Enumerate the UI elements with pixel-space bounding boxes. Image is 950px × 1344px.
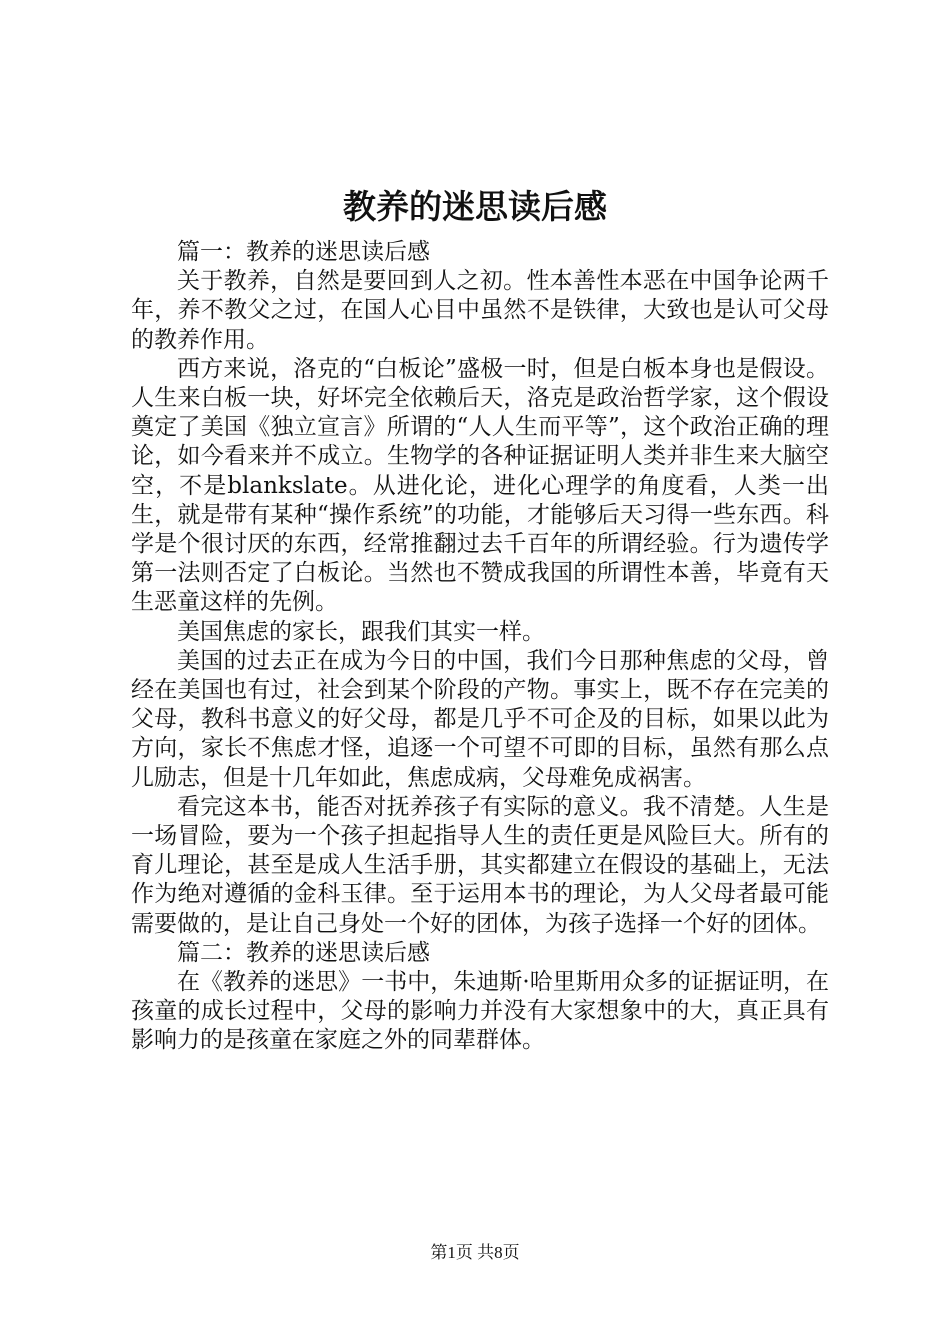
paragraph: 美国焦虑的家长，跟我们其实一样。 bbox=[177, 618, 545, 645]
paragraph: 在《教养的迷思》一书中，朱迪斯·哈里斯用众多的证据证明，在孩童的成长过程中，父母的影响力并没有大家想象中的大，真正具有影响力的是孩童在家庭之外的同辈群体。 bbox=[131, 969, 829, 1054]
document-body bbox=[131, 238, 829, 1056]
section-heading-2: 篇二：教养的迷思读后感 bbox=[177, 939, 430, 966]
section-heading-1: 篇一：教养的迷思读后感 bbox=[177, 239, 430, 265]
paragraph: 西方来说，洛克的“白板论”盛极一时，但是白板本身也是假设。人生来白板一块，好坏完全依赖后天，洛克是政治哲学家，这个假设奠定了美国《独立宣言》所谓的“人人生而平等”，这个政治正确的理论，如今看来并不成立。生物学的各种证据证明人类并非生来大脑空空，不是blankslate。从进化论，进化心理学的角度看，人类一出生，就是带有某种“操作系统”的功能，才能够后天习得一些东西。科学是个很讨厌的东西，经常推翻过去千百年的所谓经验。行为遗传学第一法则否定了白板论。当然也不赞成我国的所谓性本善，毕竟有天生恶童这样的先例。 bbox=[131, 355, 829, 616]
page-footer: 第1页 共8页 bbox=[430, 1243, 520, 1262]
page-title: 教养的迷思读后感 bbox=[343, 187, 607, 226]
paragraph: 看完这本书，能否对抚养孩子有实际的意义。我不清楚。人生是一场冒险，要为一个孩子担起指导人生的责任更是风险巨大。所有的育儿理论，甚至是成人生活手册，其实都建立在假设的基础上，无法作为绝对遵循的金科玉律。至于运用本书的理论，为人父母者最可能需要做的，是让自己身处一个好的团体，为孩子选择一个好的团体。 bbox=[131, 793, 829, 937]
paragraph: 美国的过去正在成为今日的中国，我们今日那种焦虑的父母，曾经在美国也有过，社会到某个阶段的产物。事实上，既不存在完美的父母，教科书意义的好父母，都是几乎不可企及的目标，如果以此为方向，家长不焦虑才怪，追逐一个可望不可即的目标，虽然有那么点儿励志，但是十几年如此，焦虑成病，父母难免成祸害。 bbox=[131, 647, 829, 791]
paragraph: 关于教养，自然是要回到人之初。性本善性本恶在中国争论两千年，养不教父之过，在国人心目中虽然不是铁律，大致也是认可父母的教养作用。 bbox=[131, 268, 829, 353]
